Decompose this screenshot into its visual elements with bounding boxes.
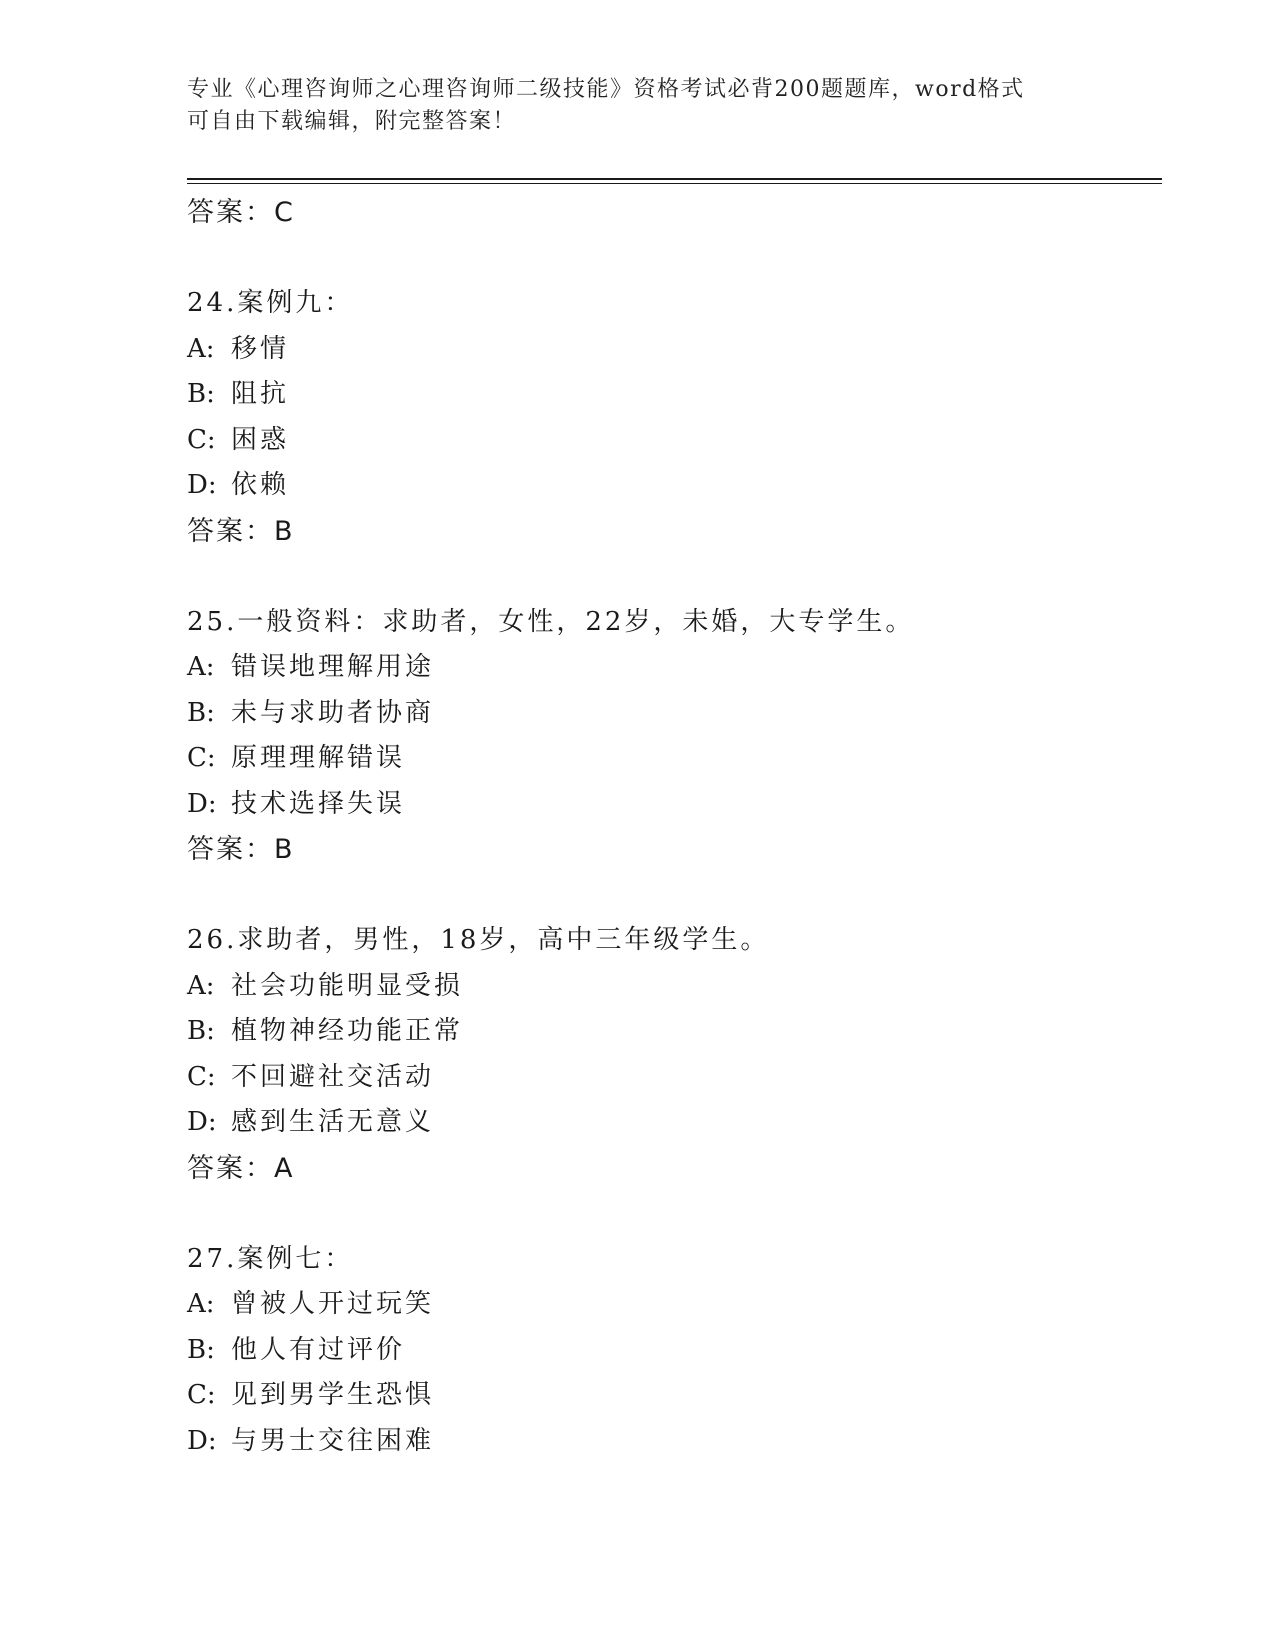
answer-option: [187, 327, 1162, 373]
answer-line: 答案：C: [187, 197, 295, 228]
answer-option: [187, 1100, 1162, 1146]
answer-option: [187, 463, 1162, 509]
option-text: 原理理解错误: [231, 743, 406, 773]
answer-option: [187, 736, 1162, 782]
answer-option: [187, 1373, 1162, 1419]
option-text: 依赖: [231, 470, 290, 500]
option-text: 不回避社交活动: [231, 1061, 435, 1092]
option-text: 错误地理解用途: [231, 652, 435, 682]
option-letter: C:: [187, 1061, 216, 1092]
question-title: 26.求助者，男性，18岁，高中三年级学生。: [187, 925, 770, 955]
answer-option: [187, 782, 1162, 828]
option-letter: B:: [187, 1334, 215, 1365]
header-line-2: 可自由下载编辑，附完整答案！: [187, 109, 517, 134]
option-letter: C:: [187, 424, 216, 455]
answer-option: [187, 1419, 1162, 1465]
option-text: 曾被人开过玩笑: [231, 1289, 435, 1319]
option-text: 未与求助者协商: [231, 697, 435, 728]
option-letter: C:: [187, 743, 216, 773]
answer-line: 答案：B: [187, 834, 295, 865]
header-divider-thin: [187, 183, 1162, 184]
option-text: 困惑: [231, 424, 290, 455]
option-letter: B:: [187, 1016, 215, 1046]
answer-line: 答案：A: [187, 1152, 295, 1184]
answer-line: 答案：B: [187, 515, 295, 547]
option-text: 见到男学生恐惧: [231, 1380, 435, 1410]
option-letter: A:: [187, 652, 215, 682]
question-list: [187, 190, 1162, 1464]
question-block: [187, 1237, 1162, 1465]
answer-option: [187, 1055, 1162, 1101]
option-text: 植物神经功能正常: [231, 1016, 464, 1046]
question-title: 25.一般资料：求助者，女性，22岁，未婚，大专学生。: [187, 606, 915, 637]
question-block: [187, 918, 1162, 1191]
option-letter: B:: [187, 697, 215, 728]
option-text: 社会功能明显受损: [231, 970, 464, 1001]
option-text: 与男士交往困难: [231, 1425, 435, 1456]
answer-option: [187, 372, 1162, 418]
header-line-1: 专业《心理咨询师之心理咨询师二级技能》资格考试必背200题题库，word格式: [187, 77, 1025, 102]
document-header: [187, 74, 1087, 138]
answer-option: [187, 1009, 1162, 1055]
option-letter: D:: [187, 1425, 217, 1456]
question-title: 24.案例九：: [187, 288, 354, 318]
option-text: 阻抗: [231, 379, 290, 409]
option-letter: C:: [187, 1380, 216, 1410]
option-text: 技术选择失误: [231, 788, 406, 819]
answer-option: [187, 964, 1162, 1010]
option-text: 移情: [231, 333, 290, 364]
answer-option: [187, 1282, 1162, 1328]
option-letter: B:: [187, 379, 215, 409]
option-letter: D:: [187, 788, 217, 819]
option-letter: D:: [187, 1107, 217, 1137]
question-title: 27.案例七：: [187, 1243, 354, 1274]
option-text: 感到生活无意义: [231, 1107, 435, 1137]
option-letter: A:: [187, 333, 215, 364]
header-divider-thick: [187, 178, 1162, 180]
answer-option: [187, 1328, 1162, 1374]
answer-option: [187, 691, 1162, 737]
answer-option: [187, 645, 1162, 691]
question-block: [187, 600, 1162, 873]
answer-option: [187, 418, 1162, 464]
option-letter: A:: [187, 970, 215, 1001]
option-letter: D:: [187, 470, 217, 500]
question-block: [187, 281, 1162, 554]
option-letter: A:: [187, 1289, 215, 1319]
option-text: 他人有过评价: [231, 1334, 406, 1365]
